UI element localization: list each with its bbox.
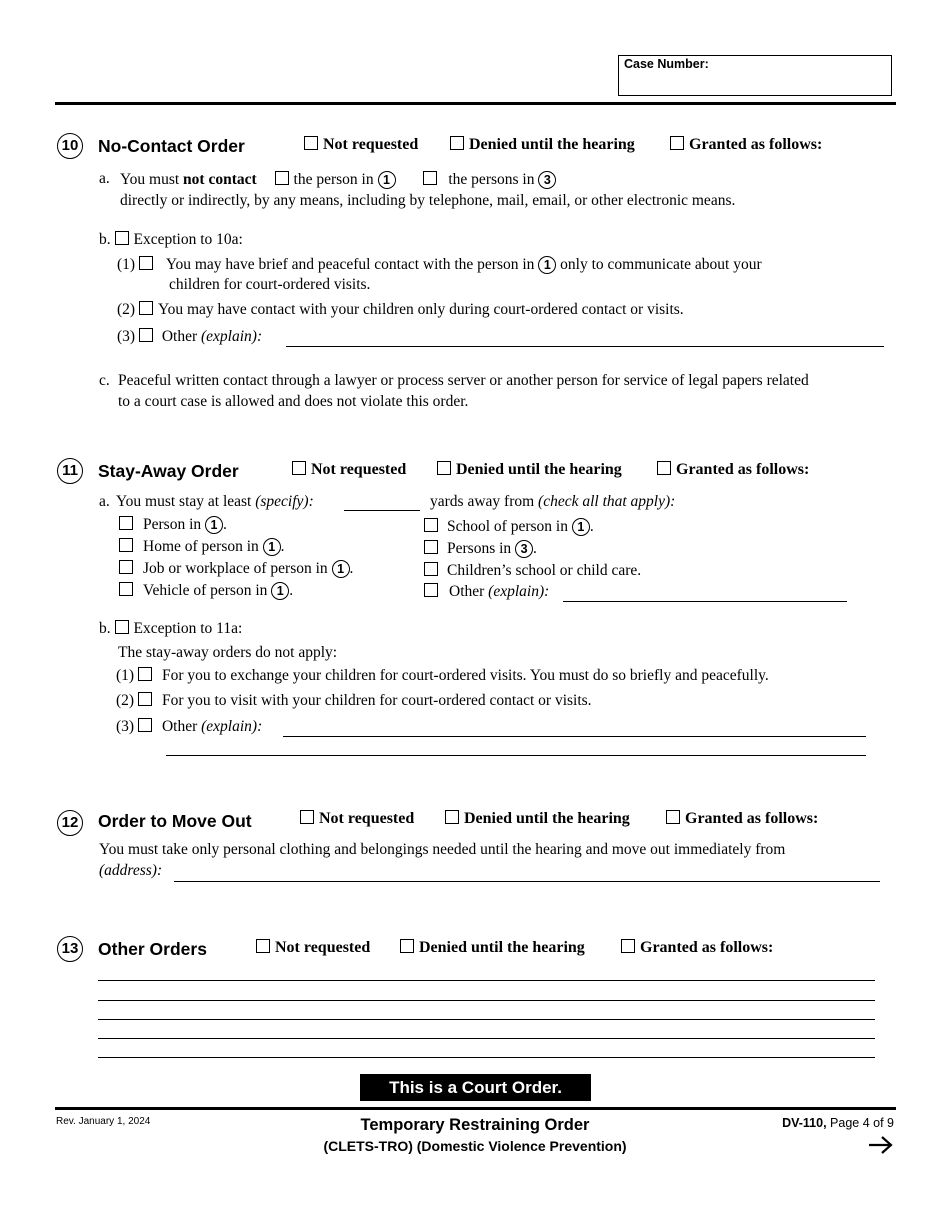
s13-write-line[interactable] xyxy=(98,1000,875,1001)
s12-denied[interactable]: Denied until the hearing xyxy=(445,810,630,828)
s11-yards-input-line[interactable] xyxy=(344,510,420,511)
section-13-number: 13 xyxy=(57,936,83,962)
s10-not-requested[interactable]: Not requested xyxy=(304,136,418,154)
s11-right-item-2: Persons in 3 . xyxy=(424,540,537,558)
s10-b3-checkbox[interactable] xyxy=(139,328,153,342)
section-10-number: 10 xyxy=(57,133,83,159)
s11-b2: (2) For you to visit with your children for court-ordered contact or visits. xyxy=(116,692,592,709)
s13-write-line[interactable] xyxy=(98,1057,875,1058)
s11-a-lead: You must stay at least (specify): xyxy=(116,493,314,510)
s12-granted[interactable]: Granted as follows: xyxy=(666,810,818,828)
s10-b-checkbox[interactable] xyxy=(115,231,129,245)
s10-b2-checkbox[interactable] xyxy=(139,301,153,315)
revision-date: Rev. January 1, 2024 xyxy=(56,1116,151,1127)
s11-right-item-1: School of person in 1 . xyxy=(424,518,594,536)
form-page-info: DV-110, Page 4 of 9 xyxy=(782,1116,894,1130)
s11-not-requested-checkbox[interactable] xyxy=(292,461,306,475)
ref-circle-3: 3 xyxy=(515,540,533,558)
s12-line1: You must take only personal clothing and belongings needed until the hearing and move out immediately from xyxy=(99,841,786,858)
s10-c-label: c. xyxy=(99,372,110,389)
s11-left-item-2: Home of person in 1 . xyxy=(119,538,285,556)
s12-address-line[interactable] xyxy=(174,881,880,882)
section-11-title: Stay-Away Order xyxy=(98,461,239,481)
footer-rule xyxy=(55,1107,896,1110)
section-11-number: 11 xyxy=(57,458,83,484)
s11-granted-checkbox[interactable] xyxy=(657,461,671,475)
s11-left-item-3-checkbox[interactable] xyxy=(119,560,133,574)
s11-right-other-line[interactable] xyxy=(563,601,847,602)
s11-denied-checkbox[interactable] xyxy=(437,461,451,475)
s10-a-line1: You must not contact the person in 1 the persons in 3 xyxy=(120,171,556,189)
ref-circle-1: 1 xyxy=(572,518,590,536)
s10-a-persons-checkbox[interactable] xyxy=(423,171,437,185)
s11-left-item-2-checkbox[interactable] xyxy=(119,538,133,552)
s10-granted[interactable]: Granted as follows: xyxy=(670,136,822,154)
case-number-box[interactable] xyxy=(618,55,892,96)
s11-denied[interactable]: Denied until the hearing xyxy=(437,461,622,479)
s12-denied-checkbox[interactable] xyxy=(445,810,459,824)
section-12-title: Order to Move Out xyxy=(98,811,252,831)
s11-b3-checkbox[interactable] xyxy=(138,718,152,732)
s11-not-requested[interactable]: Not requested xyxy=(292,461,406,479)
s11-b1: (1) For you to exchange your children for court-ordered visits. You must do so briefly and peacefully. xyxy=(116,667,769,684)
s11-right-item-3: Children’s school or child care. xyxy=(424,562,641,580)
s13-write-line[interactable] xyxy=(98,1019,875,1020)
s10-b1-checkbox[interactable] xyxy=(139,256,153,270)
court-order-banner: This is a Court Order. xyxy=(360,1074,591,1101)
s13-write-line[interactable] xyxy=(98,980,875,981)
s10-b: b. Exception to 10a: xyxy=(99,231,243,248)
s11-left-item-4: Vehicle of person in 1 . xyxy=(119,582,293,600)
section-10-title: No-Contact Order xyxy=(98,136,245,156)
s13-granted-checkbox[interactable] xyxy=(621,939,635,953)
s11-b: b. Exception to 11a: xyxy=(99,620,243,637)
s11-b-intro: The stay-away orders do not apply: xyxy=(118,644,338,661)
s11-right-item-1-checkbox[interactable] xyxy=(424,518,438,532)
s13-granted[interactable]: Granted as follows: xyxy=(621,939,773,957)
s10-b3-explain-line[interactable] xyxy=(286,346,884,347)
s11-a-yards: yards away from (check all that apply): xyxy=(430,493,676,510)
header-rule xyxy=(55,102,896,105)
ref-circle-1: 1 xyxy=(332,560,350,578)
s10-granted-checkbox[interactable] xyxy=(670,136,684,150)
s13-not-requested[interactable]: Not requested xyxy=(256,939,370,957)
section-12-number: 12 xyxy=(57,810,83,836)
s11-right-item-2-checkbox[interactable] xyxy=(424,540,438,554)
s10-b3: (3) Other (explain): xyxy=(117,328,263,345)
ref-circle-1: 1 xyxy=(538,256,556,274)
form-subtitle: (CLETS-TRO) (Domestic Violence Prevention) xyxy=(323,1138,627,1154)
s11-b3-explain-line-2[interactable] xyxy=(166,755,866,756)
s10-a-line2: directly or indirectly, by any means, including by telephone, mail, email, or other electronic means. xyxy=(120,192,736,209)
ref-circle-1: 1 xyxy=(205,516,223,534)
case-number-label: Case Number: xyxy=(624,57,709,71)
s10-b1: (1) You may have brief and peaceful contact with the person in 1 only to communicate about your xyxy=(117,256,762,273)
s12-not-requested[interactable]: Not requested xyxy=(300,810,414,828)
ref-circle-3: 3 xyxy=(538,171,556,189)
s10-denied[interactable]: Denied until the hearing xyxy=(450,136,635,154)
s13-denied-checkbox[interactable] xyxy=(400,939,414,953)
s12-granted-checkbox[interactable] xyxy=(666,810,680,824)
s10-c-line2: to a court case is allowed and does not violate this order. xyxy=(118,393,469,410)
s11-right-item-4: Other (explain): xyxy=(424,583,549,601)
ref-circle-1: 1 xyxy=(378,171,396,189)
s11-b2-checkbox[interactable] xyxy=(138,692,152,706)
s10-b1-line2: children for court-ordered visits. xyxy=(169,276,371,293)
s11-a-label: a. xyxy=(99,493,110,510)
section-13-title: Other Orders xyxy=(98,939,207,959)
s11-left-item-4-checkbox[interactable] xyxy=(119,582,133,596)
s11-b1-checkbox[interactable] xyxy=(138,667,152,681)
s10-not-requested-checkbox[interactable] xyxy=(304,136,318,150)
s11-left-item-1-checkbox[interactable] xyxy=(119,516,133,530)
s11-b3: (3) Other (explain): xyxy=(116,718,263,735)
s11-b-checkbox[interactable] xyxy=(115,620,129,634)
s12-address-label: (address): xyxy=(99,862,163,879)
s11-right-children-checkbox[interactable] xyxy=(424,562,438,576)
s11-right-other-checkbox[interactable] xyxy=(424,583,438,597)
s12-not-requested-checkbox[interactable] xyxy=(300,810,314,824)
s10-c-line1: Peaceful written contact through a lawyer or process server or another person for service of legal papers related xyxy=(118,372,809,389)
s11-granted[interactable]: Granted as follows: xyxy=(657,461,809,479)
s10-b2: (2) You may have contact with your children only during court-ordered contact or visits. xyxy=(117,301,684,318)
form-title: Temporary Restraining Order xyxy=(360,1116,590,1134)
next-page-arrow-icon[interactable] xyxy=(868,1134,894,1156)
s11-b3-explain-line[interactable] xyxy=(283,736,866,737)
s10-denied-checkbox[interactable] xyxy=(450,136,464,150)
s11-left-item-3: Job or workplace of person in 1 . xyxy=(119,560,353,578)
s11-left-item-1: Person in 1 . xyxy=(119,516,227,534)
s13-not-requested-checkbox[interactable] xyxy=(256,939,270,953)
s13-write-line[interactable] xyxy=(98,1038,875,1039)
s10-a-person-checkbox[interactable] xyxy=(275,171,289,185)
s13-denied[interactable]: Denied until the hearing xyxy=(400,939,585,957)
ref-circle-1: 1 xyxy=(271,582,289,600)
ref-circle-1: 1 xyxy=(263,538,281,556)
s10-a-label: a. xyxy=(99,170,110,187)
